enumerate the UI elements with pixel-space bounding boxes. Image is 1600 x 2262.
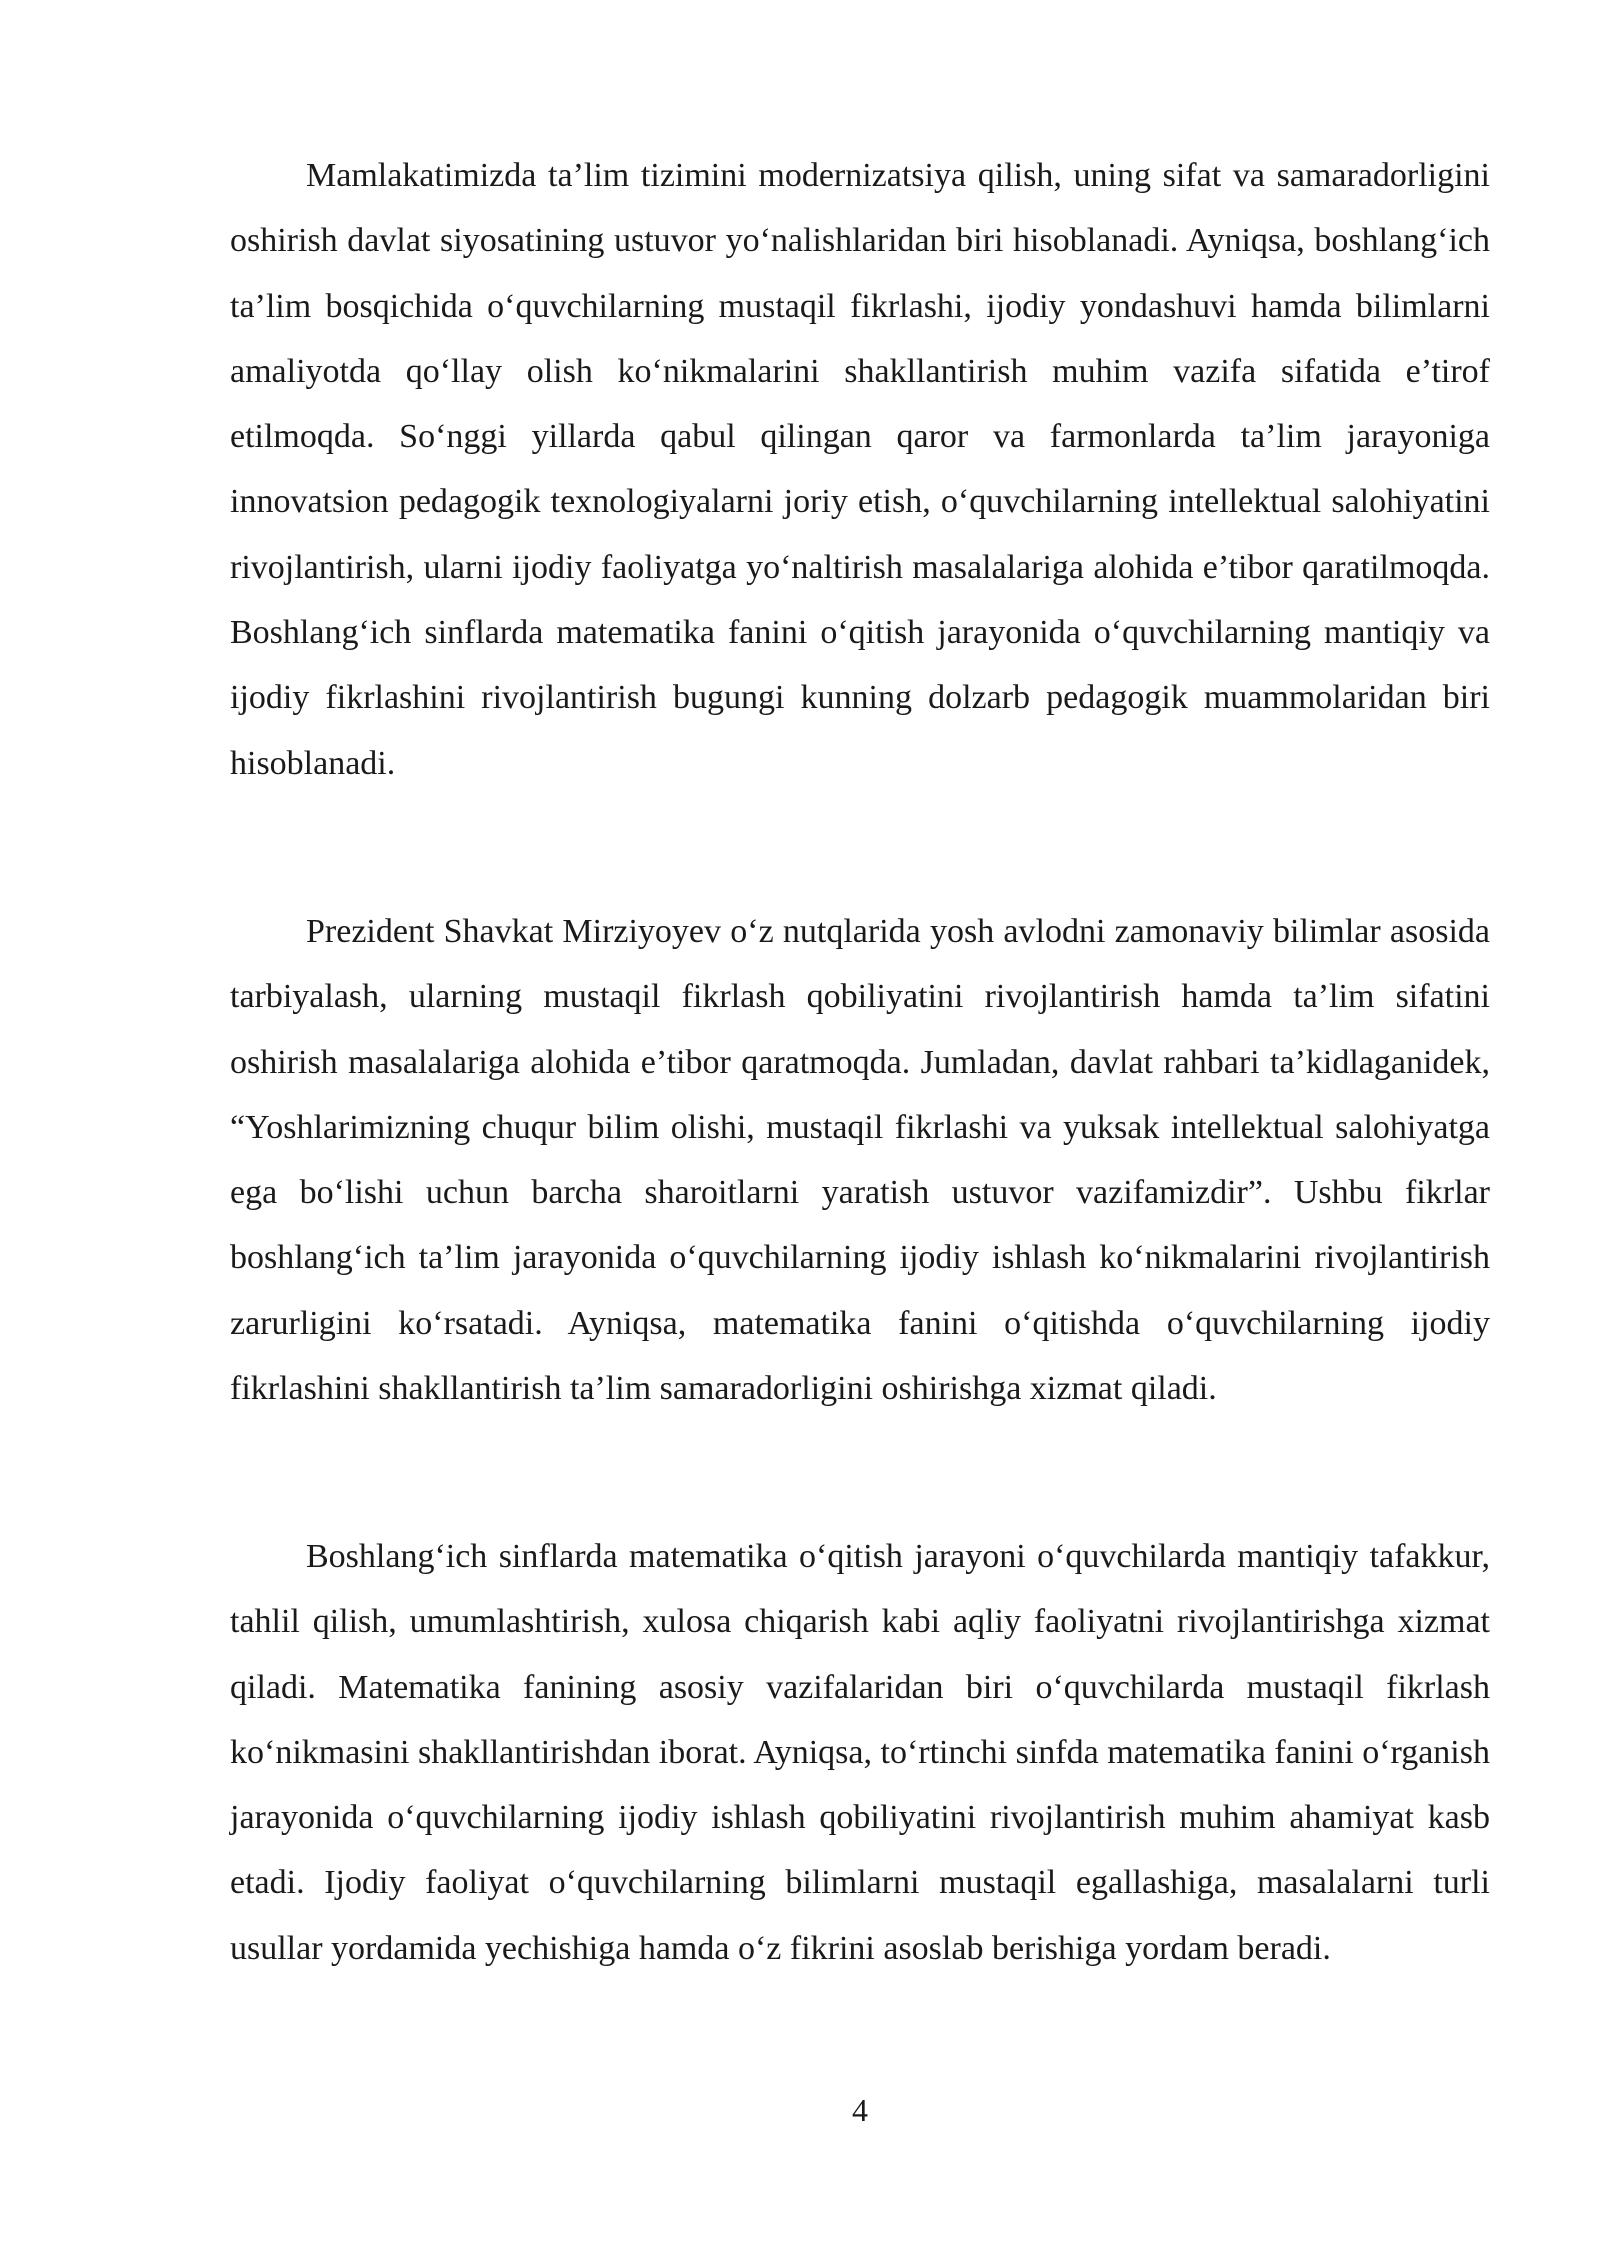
paragraph-2-block xyxy=(230,899,1490,1421)
paragraph-2: Prezident Shavkat Mirziyoyev o‘z nutqlarida yosh avlodni zamonaviy bilimlar asosida tarbiyalash, ularning mustaqil fikrlash qobiliyatini rivojlantirish hamda ta’lim sifatini oshirish masalalariga alohida e’tibor qaratmoqda. Jumladan, davlat rahbari ta’kidlaganidek, “Yoshlarimizning chuqur bilim olishi, mustaqil fikrlashi va yuksak intellektual salohiyatga ega bo‘lishi uchun barcha sharoitlarni yaratish ustuvor vazifamizdir”. Ushbu fikrlar boshlang‘ich ta’lim jarayonida o‘quvchilarning ijodiy ishlash ko‘nikmalarini rivojlantirish zarurligini ko‘rsatadi. Ayniqsa, matematika fanini o‘qitishda o‘quvchilarning ijodiy fikrlashini shakllantirish ta’lim samaradorligini oshirishga xizmat qiladi. xyxy=(230,913,1490,1408)
paragraph-3-block xyxy=(230,1524,1490,1981)
paragraph-1: Mamlakatimizda ta’lim tizimini modernizatsiya qilish, uning sifat va samaradorligini oshirish davlat siyosatining ustuvor yo‘nalishlaridan biri hisoblanadi. Ayniqsa, boshlang‘ich ta’lim bosqichida o‘quvchilarning mustaqil fikrlashi, ijodiy yondashuvi hamda bilimlarni amaliyotda qo‘llay olish ko‘nikmalarini shakllantirish muhim vazifa sifatida e’tirof etilmoqda. So‘nggi yillarda qabul qilingan qaror va farmonlarda ta’lim jarayoniga innovatsion pedagogik texnologiyalarni joriy etish, o‘quvchilarning intellektual salohiyatini rivojlantirish, ularni ijodiy faoliyatga yo‘naltirish masalalariga alohida e’tibor qaratilmoqda. Boshlang‘ich sinflarda matematika fanini o‘qitish jarayonida o‘quvchilarning mantiqiy va ijodiy fikrlashini rivojlantirish bugungi kunning dolzarb pedagogik muammolaridan biri hisoblanadi. xyxy=(230,157,1490,782)
paragraph-3: Boshlang‘ich sinflarda matematika o‘qitish jarayoni o‘quvchilarda mantiqiy tafakkur, tahlil qilish, umumlashtirish, xulosa chiqarish kabi aqliy faoliyatni rivojlantirishga xizmat qiladi. Matematika fanining asosiy vazifalaridan biri o‘quvchilarda mustaqil fikrlash ko‘nikmasini shakllantirishdan iborat. Ayniqsa, to‘rtinchi sinfda matematika fanini o‘rganish jarayonida o‘quvchilarning ijodiy ishlash qobiliyatini rivojlantirish muhim ahamiyat kasb etadi. Ijodiy faoliyat o‘quvchilarning bilimlarni mustaqil egallashiga, masalalarni turli usullar yordamida yechishiga hamda o‘z fikrini asoslab berishiga yordam beradi. xyxy=(230,1538,1490,1967)
page-number: 4 xyxy=(852,2092,868,2128)
paragraph-1-block xyxy=(230,143,1490,796)
